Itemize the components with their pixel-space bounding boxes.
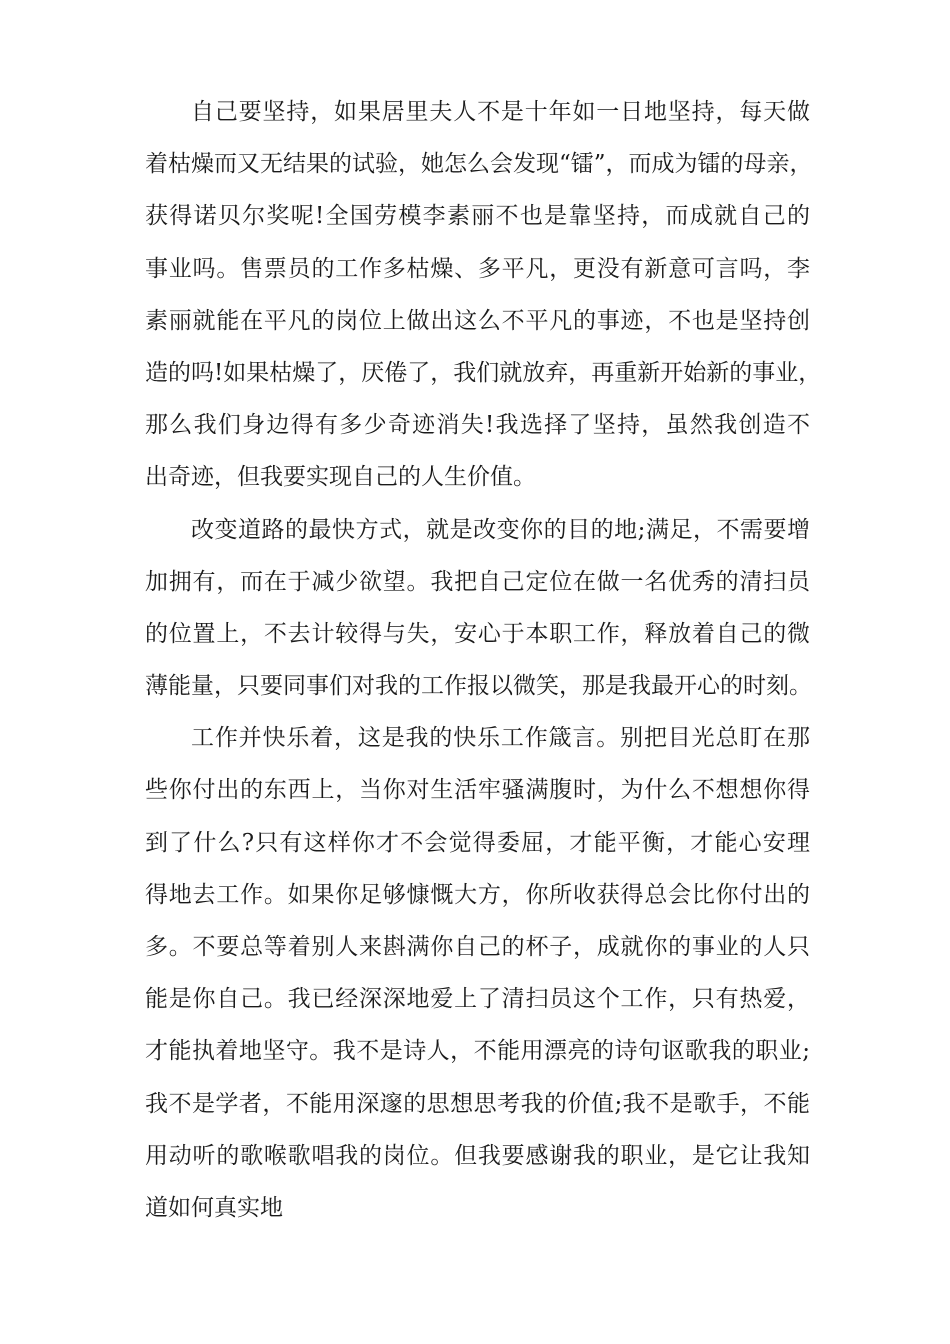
text-line: 用动听的歌喉歌唱我的岗位。但我要感谢我的职业，是它让我知 (145, 1142, 810, 1169)
text-line: 些你付出的东西上，当你对生活牢骚满腹时，为什么不想想你得 (145, 777, 810, 804)
text-line: 薄能量，只要同事们对我的工作报以微笑，那是我最开心的时刻。 (145, 673, 812, 700)
text-line: 道如何真实地 (145, 1194, 283, 1221)
text-line: 那么我们身边得有多少奇迹消失!我选择了坚持，虽然我创造不 (145, 412, 810, 439)
text-line: 造的吗!如果枯燥了，厌倦了，我们就放弃，再重新开始新的事业， (145, 359, 822, 386)
text-line: 获得诺贝尔奖呢!全国劳模李素丽不也是靠坚持，而成就自己的 (145, 203, 810, 230)
text-line: 自己要坚持，如果居里夫人不是十年如一日地坚持，每天做 (191, 99, 810, 125)
paragraph-1 (145, 86, 822, 504)
text-line: 着枯燥而又无结果的试验，她怎么会发现“镭”，而成为镭的母亲， (145, 151, 813, 178)
text-line: 能是你自己。我已经深深地爱上了清扫员这个工作，只有热爱， (145, 986, 810, 1013)
text-line: 到了什么?只有这样你才不会觉得委屈，才能平衡，才能心安理 (145, 829, 810, 856)
paragraph-2 (145, 504, 810, 713)
text-line: 多。不要总等着别人来斟满你自己的杯子，成就你的事业的人只 (145, 934, 810, 960)
document-body (145, 86, 822, 1234)
text-line: 才能执着地坚守。我不是诗人，不能用漂亮的诗句讴歌我的职业; (145, 1038, 810, 1065)
text-line: 改变道路的最快方式，就是改变你的目的地;满足，不需要增 (191, 516, 810, 543)
text-line: 我不是学者，不能用深邃的思想思考我的价值;我不是歌手，不能 (145, 1090, 810, 1117)
text-line: 加拥有，而在于减少欲望。我把自己定位在做一名优秀的清扫员 (145, 568, 810, 595)
text-line: 得地去工作。如果你足够慷慨大方，你所收获得总会比你付出的 (145, 881, 810, 908)
text-line: 素丽就能在平凡的岗位上做出这么不平凡的事迹，不也是坚持创 (145, 307, 810, 334)
text-line: 出奇迹，但我要实现自己的人生价值。 (145, 464, 536, 491)
text-line: 的位置上，不去计较得与失，安心于本职工作，释放着自己的微 (145, 620, 810, 647)
text-line: 事业吗。售票员的工作多枯燥、多平凡，更没有新意可言吗，李 (145, 255, 810, 282)
text-line: 工作并快乐着，这是我的快乐工作箴言。别把目光总盯在那 (191, 725, 810, 752)
paragraph-3 (145, 712, 810, 1234)
